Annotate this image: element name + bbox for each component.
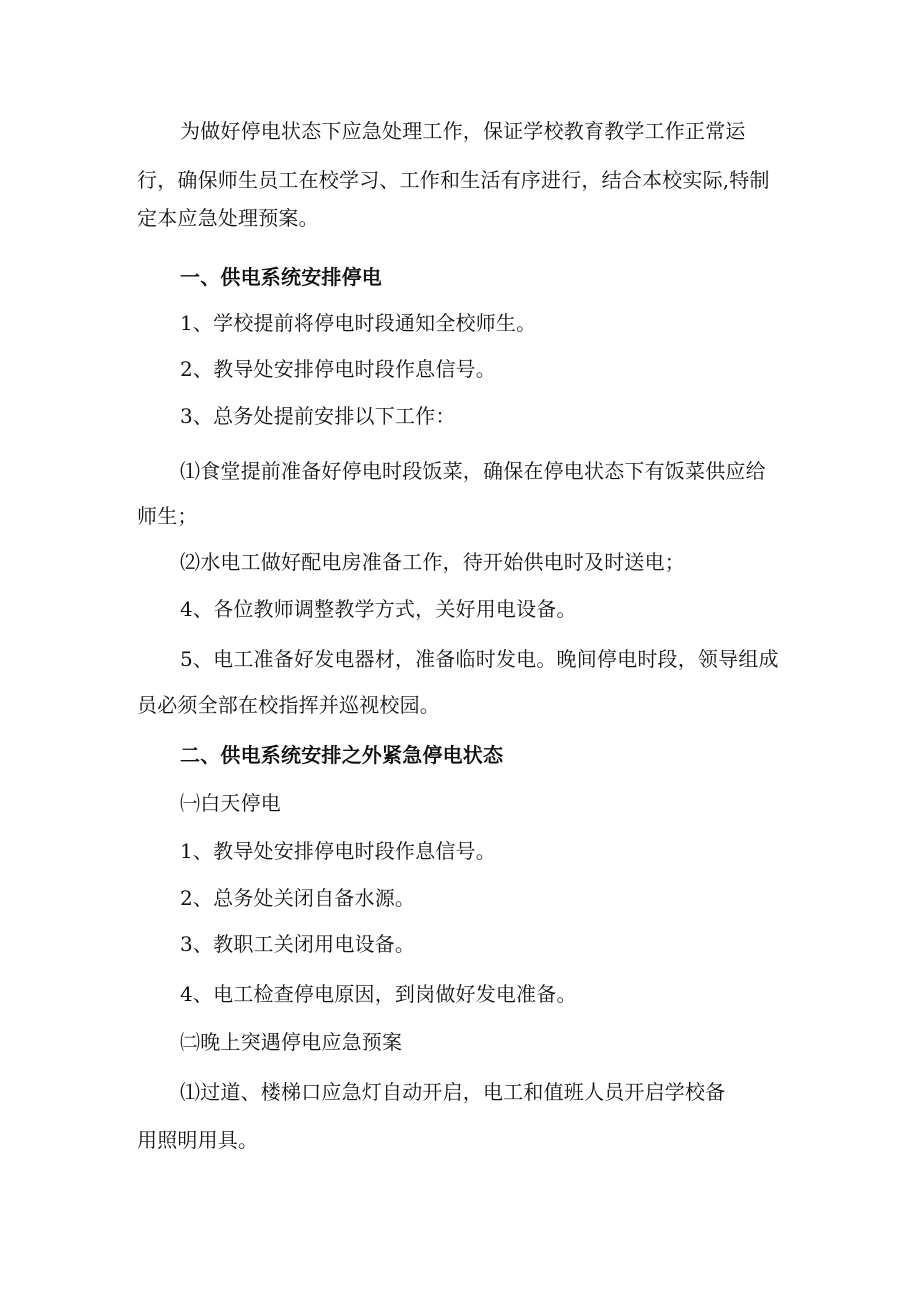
day-outage-heading: ㈠白天停电 xyxy=(180,791,281,815)
section-1-item-3: 3、总务处提前安排以下工作： xyxy=(180,404,456,428)
section-1-item-4: 4、各位教师调整教学方式，关好用电设备。 xyxy=(180,597,577,621)
section-1-item-1: 1、学校提前将停电时段通知全校师生。 xyxy=(180,311,537,335)
day-item-4: 4、电工检查停电原因，到岗做好发电准备。 xyxy=(180,982,577,1006)
day-item-1: 1、教导处安排停电时段作息信号。 xyxy=(180,839,496,863)
intro-line-1: 为做好停电状态下应急处理工作，保证学校教育教学工作正常运 xyxy=(180,119,746,143)
section-1-heading: 一、供电系统安排停电 xyxy=(180,265,382,289)
intro-line-2: 行，确保师生员工在校学习、工作和生活有序进行，结合本校实际,特制 xyxy=(137,168,770,192)
section-1-sub-2: ⑵水电工做好配电房准备工作，待开始供电时及时送电； xyxy=(180,550,685,574)
day-item-2: 2、总务处关闭自备水源。 xyxy=(180,886,416,910)
night-item-1-line-2: 用照明用具。 xyxy=(137,1128,259,1152)
section-1-sub-1-line-1: ⑴食堂提前准备好停电时段饭菜，确保在停电状态下有饭菜供应给 xyxy=(180,459,766,483)
section-1-sub-1-line-2: 师生； xyxy=(137,504,198,528)
night-outage-heading: ㈡晚上突遇停电应急预案 xyxy=(180,1030,403,1054)
section-1-item-5-line-2: 员必须全部在校指挥并巡视校园。 xyxy=(137,693,440,717)
night-item-1-line-1: ⑴过道、楼梯口应急灯自动开启，电工和值班人员开启学校备 xyxy=(180,1080,726,1104)
section-1-item-5-line-1: 5、电工准备好发电器材，准备临时发电。晚间停电时段，领导组成 xyxy=(180,647,779,671)
section-1-item-2: 2、教导处安排停电时段作息信号。 xyxy=(180,357,496,381)
day-item-3: 3、教职工关闭用电设备。 xyxy=(180,932,416,956)
section-2-heading: 二、供电系统安排之外紧急停电状态 xyxy=(180,743,504,767)
intro-line-3: 定本应急处理预案。 xyxy=(137,206,319,230)
